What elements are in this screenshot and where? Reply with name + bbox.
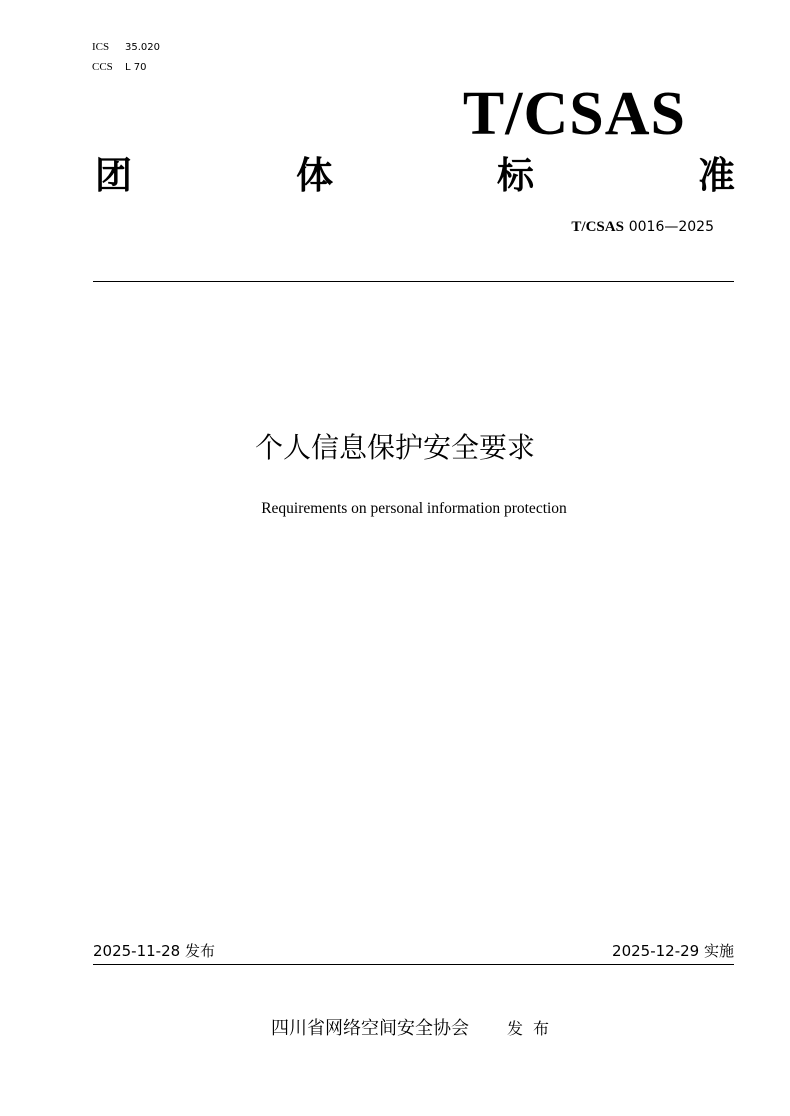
standard-type-heading [95, 152, 735, 200]
ics-value: 35.020 [125, 42, 160, 53]
standard-number-value: 0016—2025 [628, 219, 714, 235]
standard-type-char: 团 [95, 154, 132, 197]
standard-type-char: 标 [497, 154, 534, 197]
implement-date: 2025-12-29 实施 [612, 942, 734, 960]
issuing-organization: 四川省网络空间安全协会 [270, 1018, 469, 1039]
issue-action: 发布 [506, 1019, 559, 1038]
document-title-english: Requirements on personal information protection [261, 500, 567, 517]
ics-classification [92, 40, 160, 55]
organization-code-logo: T/CSAS [462, 80, 686, 148]
ccs-classification [92, 60, 146, 75]
ics-label: ICS [92, 41, 110, 53]
issuer-line [0, 1016, 790, 1042]
publish-date: 2025-11-28 发布 [93, 942, 215, 960]
standard-type-char: 体 [296, 154, 333, 197]
standard-code: T/CSAS [571, 219, 624, 235]
bottom-divider [93, 964, 734, 965]
standard-type-char: 准 [698, 154, 735, 197]
standard-number [571, 216, 714, 237]
ccs-value: L 70 [125, 62, 147, 73]
top-divider [93, 281, 734, 282]
document-title-chinese: 个人信息保护安全要求 [254, 431, 535, 464]
ccs-label: CCS [92, 61, 113, 73]
